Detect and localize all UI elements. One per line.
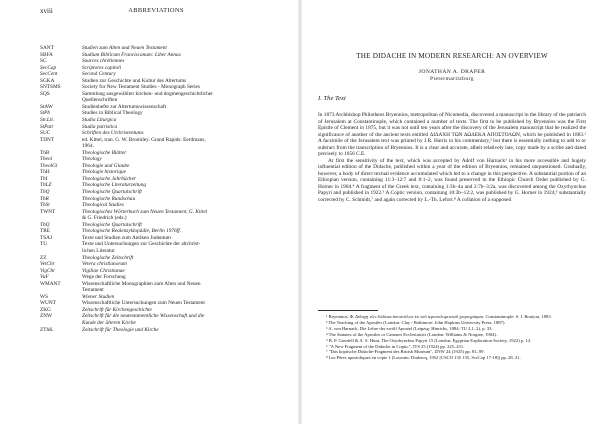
author-affiliation: Pietermaritzburg bbox=[430, 76, 474, 82]
abbreviation-expansion: Theologie und Glaube bbox=[82, 162, 130, 169]
abbreviation-expansion: Theologische Quartalschrift bbox=[82, 221, 142, 228]
abbreviation-key: WMANT bbox=[40, 280, 61, 287]
abbreviation-expansion: & G. Friedrich (eds.) bbox=[82, 215, 127, 222]
footnote: ² The Teaching of the Apostles (London: Clay / Baltimore: John Hopkins University Press, 1887). bbox=[326, 319, 506, 325]
abbreviation-key: TRE bbox=[40, 228, 51, 235]
footnote: ⁷ "Das koptische Didache-Fragment des British Museum", ZNW 24 (1925) pp. 81–99. bbox=[326, 349, 485, 355]
footnote: ³ A. von Harnack, Die Lehre der zwölf Apostel (Leipzig: Hinrichs, 1884; TU 2,1–2), p. 33. bbox=[326, 325, 493, 331]
abbreviation-expansion: Theologische Zeitschrift bbox=[82, 254, 134, 261]
abbreviation-key: SecCap bbox=[40, 64, 57, 71]
abbreviation-key: VetChr bbox=[40, 261, 55, 268]
abbreviation-key: TheolGl bbox=[40, 162, 58, 169]
article-body bbox=[318, 112, 586, 203]
abbreviation-key: ThI bbox=[40, 175, 48, 182]
abbreviation-key: ThB bbox=[40, 149, 50, 156]
abbreviation-key: SUC bbox=[40, 130, 51, 137]
abbreviation-expansion: Zeitschrift für die neutestamentliche Wissenschaft und die bbox=[82, 313, 205, 320]
abbreviation-expansion: Society for New Testament Studies - Monograph Series bbox=[82, 84, 200, 91]
abbreviation-expansion: lichen Literatur bbox=[82, 247, 115, 254]
abbreviation-expansion: Studia patristica bbox=[82, 123, 118, 130]
abbreviation-expansion: Testament bbox=[82, 287, 104, 294]
abbreviation-key: ZKG bbox=[40, 306, 51, 313]
abbreviation-expansion: Zeitschrift für Kirchengeschichte bbox=[82, 306, 152, 313]
abbreviation-key: TU bbox=[40, 241, 48, 248]
abbreviation-expansion: Texte und Untersuchungen zur Geschichte der altchrist- bbox=[82, 241, 201, 248]
abbreviation-key: VigChr bbox=[40, 267, 56, 274]
section-heading: I. The Text bbox=[318, 95, 346, 102]
body-paragraph: In 1873 Archbishop Philotheos Bryennios, metropolitan of Nicomedia, discovered a manuscript in the library of the patriarch of Jerusalem at Constantinople, which contained a number of texts. The first to be published by Bryennios was the First Epistle of Clement in 1875, but it was not until ten years after the discovery of the Jerusalem manuscript that he realized the significance of another of the ancient texts entitled ΔΙΔΑΧΗ ΤΩΝ ΔΩΔΕΚΑ ΑΠΟΣΤΟΛΩΝ, which he published in 1883.¹ A facsimile of the Jerusalem text was printed by J.R. Harris in his commentary,² but there is essentially nothing to add to or subtract from the transcription of Bryennios. It is a clear and accurate, albeit relatively late, copy made by a scribe and dated precisely to 1056 C.E. bbox=[318, 112, 586, 157]
left-page-header bbox=[40, 7, 272, 17]
abbreviation-expansion: Theologisches Wörterbuch zum Neuen Testament, G. Kittel bbox=[82, 208, 208, 215]
abbreviation-expansion: Wege der Forschung bbox=[82, 274, 126, 281]
abbreviation-key: ThLZ bbox=[40, 182, 52, 189]
abbreviation-expansion: Theologische Jahrbücher bbox=[82, 175, 136, 182]
abbreviation-expansion: Theological Studies bbox=[82, 202, 124, 209]
abbreviation-key: StAW bbox=[40, 103, 53, 110]
abbreviation-list bbox=[40, 45, 290, 333]
abbreviation-expansion: Theology bbox=[82, 156, 102, 163]
abbreviation-expansion: Zeitschrift für Theologie und Kirche bbox=[82, 326, 159, 333]
footnote: ⁶ "A New Fragment of the Didache in Coptic", JTS 25 (1924) pp. 225–231. bbox=[326, 343, 465, 349]
article-title: THE DIDACHE IN MODERN RESEARCH: AN OVERVIEW bbox=[356, 52, 548, 60]
article-author bbox=[318, 69, 586, 83]
abbreviation-key: ZThK bbox=[40, 326, 53, 333]
abbreviation-key: StPatr bbox=[40, 123, 54, 130]
abbreviation-key: ZNW bbox=[40, 313, 53, 320]
abbreviation-expansion: Theologische Blätter bbox=[82, 149, 127, 156]
abbreviation-key: WUNT bbox=[40, 300, 56, 307]
abbreviation-key: ThR bbox=[40, 195, 49, 202]
abbreviation-key: ThQ bbox=[40, 189, 50, 196]
abbreviation-key: SecCent bbox=[40, 71, 58, 78]
abbreviation-expansion: Studies in Biblical Theology bbox=[82, 110, 143, 117]
abbreviation-expansion: Wiener Studien bbox=[82, 293, 115, 300]
footnote: ⁴ The Statutes of the Apostles or Canones Ecclesiastici (London: Williams & Norgate, 1904). bbox=[326, 331, 497, 337]
body-paragraph: At first the sensitivity of the text, which was accepted by Adolf von Harnack³ in his more accessible and hugely influential edition of the Didache, published within a year of the edition of Bryennios, remained unquestioned. Gradually, however, a body of direct textual evidence accumulated which led to a change in this perspective. A substantial portion of an Ethiopian version, containing 11:3–12:7 and 8:1–2, was found preserved in the Ethiopic Church Order published by G. Horner in 1904.⁴ A fragment of the Greek text, containing 1:3b–4a and 2:7b–3:2a, was discovered among the Oxyrhynchus Papyri and published in 1922.⁵ A Coptic version, containing 10:3b–12:2, was published by G. Horner in 1924,⁶ substantially corrected by C. Schmidt,⁷ and again corrected by L.-Th. Lefort.⁸ A collation of a supposed bbox=[318, 157, 586, 203]
abbreviation-key: ThH bbox=[40, 169, 50, 176]
footnote: ¹ Bryennios, Φ. Διδαχὴ τῶν δώδεκα ἀποστόλων ἐκ τοῦ ἱεροσολυμιτικοῦ χειρογράφου. Constantinople: S. I. Boutyra, 1883. bbox=[326, 314, 552, 319]
abbreviation-expansion: Theologische Literaturzeitung bbox=[82, 182, 147, 189]
footnote: ⁸ Les Pères apostoliques en copte 1 (Louvain: Durbecq, 1952 [CSCO 135 135, ScrCop 17-18]) pp. 28–31. bbox=[326, 355, 521, 361]
abbreviation-expansion: Vigiliae Christianae bbox=[82, 267, 125, 274]
left-page bbox=[0, 0, 296, 424]
abbreviation-expansion: Kunde der älteren Kirche bbox=[82, 319, 136, 326]
author-name: JONATHAN A. DRAPER bbox=[418, 69, 486, 75]
abbreviation-expansion: Scriptores capitoli bbox=[82, 64, 122, 71]
abbreviation-expansion: Studienhefte zur Altertumswissenschaft bbox=[82, 103, 167, 110]
abbreviation-expansion: Second Century bbox=[82, 71, 116, 78]
right-page bbox=[304, 0, 600, 424]
abbreviation-expansion: Sources chrétiennes bbox=[82, 58, 125, 65]
abbreviation-key: StPb bbox=[40, 110, 51, 117]
abbreviation-expansion: Wissenschaftliche Untersuchungen zum Neuen Testament bbox=[82, 300, 205, 307]
abbreviation-key: SC bbox=[40, 58, 47, 65]
abbreviation-expansion: Theologische Realenzyklopädie, Berlin 1976ff. bbox=[82, 228, 182, 235]
abbreviation-key: ThSt bbox=[40, 202, 50, 209]
abbreviation-expansion: Theologische Quartalschrift bbox=[82, 189, 142, 196]
abbreviation-row bbox=[40, 327, 290, 334]
abbreviation-key: SGKA bbox=[40, 77, 55, 84]
abbreviation-expansion: Wissenschaftliche Monographien zum Alten und Neuen bbox=[82, 280, 201, 287]
running-head: ABBREVIATIONS bbox=[128, 7, 184, 14]
footnote: ⁵ B. P. Grenfell & A. S. Hunt, The Oxyrhynchus Papyri 15 (London: Egyptian Exploration Society, 1922) p. 14. bbox=[326, 337, 532, 343]
abbreviation-key: SQS bbox=[40, 90, 50, 97]
abbreviation-expansion: Studien zum Alten und Neuen Testament bbox=[82, 45, 167, 51]
abbreviation-expansion: Théologie historique bbox=[82, 169, 126, 176]
abbreviation-key: SANT bbox=[40, 45, 54, 51]
abbreviation-expansion: Studia Liturgica bbox=[82, 117, 117, 124]
abbreviation-key: SBFA bbox=[40, 51, 53, 58]
abbreviation-key: TWNT bbox=[40, 208, 56, 215]
abbreviation-expansion: Sammlung ausgewählter kirchen- und dogmengeschichtlicher bbox=[82, 90, 213, 97]
abbreviation-key: ZZ bbox=[40, 254, 47, 261]
abbreviation-expansion: Vetera christianorum bbox=[82, 261, 127, 268]
abbreviation-expansion: Theologische Rundschau bbox=[82, 195, 136, 202]
abbreviation-expansion: Quellenschriften bbox=[82, 97, 118, 104]
abbreviation-expansion: Texte und Studien zum Antiken Judentum bbox=[82, 234, 171, 241]
abbreviation-expansion: Studium Biblicum Franciscanum: Liber Annus bbox=[82, 51, 181, 58]
abbreviation-key: Theol bbox=[40, 156, 53, 163]
abbreviation-key: VuF bbox=[40, 274, 49, 281]
abbreviation-key: ThQ bbox=[40, 221, 50, 228]
footnote-rule bbox=[318, 310, 378, 311]
book-gutter bbox=[298, 0, 302, 424]
abbreviation-key: TSAJ bbox=[40, 234, 53, 241]
abbreviation-expansion: Schriften des Urchristentums bbox=[82, 130, 144, 137]
abbreviation-key: TDNT bbox=[40, 136, 55, 143]
page-number: xviii bbox=[40, 7, 53, 15]
abbreviation-key: Str.Lit. bbox=[40, 117, 55, 124]
abbreviation-expansion: 1964. bbox=[82, 143, 94, 150]
abbreviation-expansion: ed. Kittel, tran. G. W. Bromiley. Grand Rapids: Eerdmans, bbox=[82, 136, 206, 143]
footnotes bbox=[318, 314, 586, 361]
abbreviation-key: SNTSMS bbox=[40, 84, 61, 91]
abbreviation-key: WS bbox=[40, 293, 48, 300]
abbreviation-expansion: Studien zur Geschichte und Kultur des Altertums bbox=[82, 77, 187, 84]
